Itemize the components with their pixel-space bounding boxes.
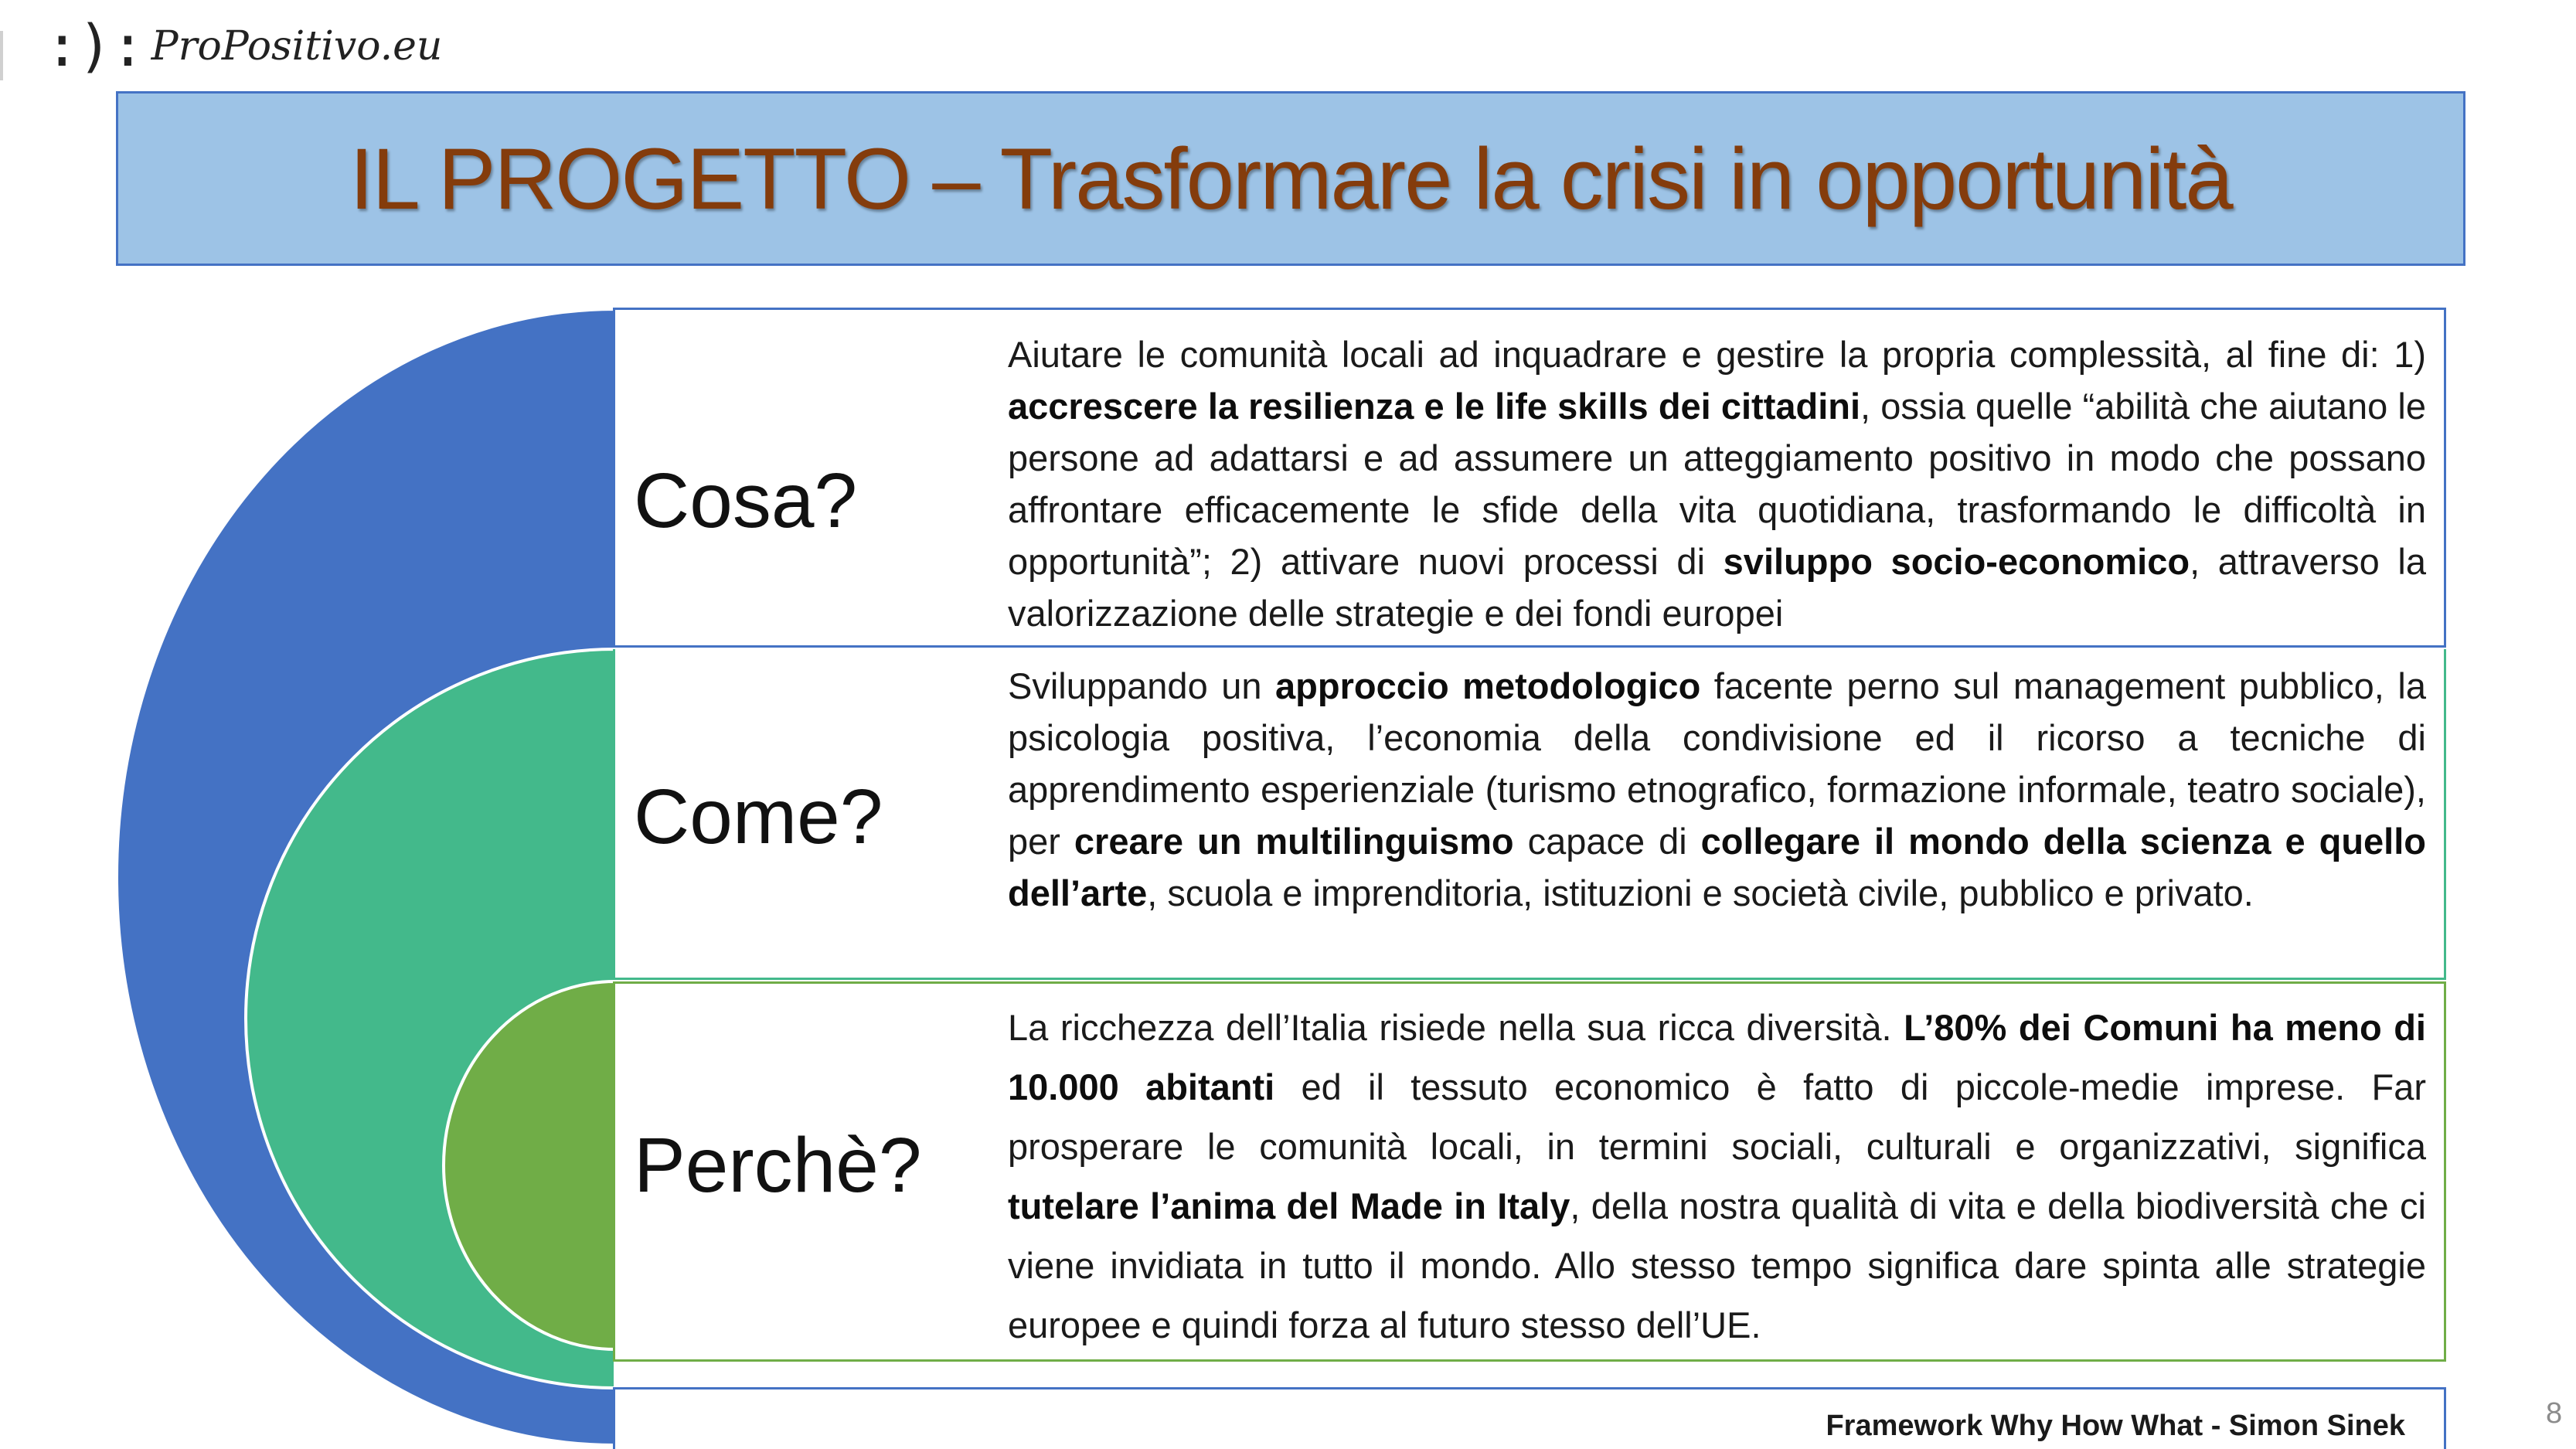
bold-text-fragment: tutelare l’anima del Made in Italy [1008,1185,1570,1226]
bold-text-fragment: collegare il mondo della scienza e quello dell’arte [1008,821,2426,913]
bold-text-fragment: creare un multilinguismo [1074,821,1514,862]
logo [45,8,442,85]
description-what [1008,328,2426,639]
edge-mark [0,31,3,80]
title-banner [116,91,2465,266]
section-why [613,981,2446,1362]
section-what [613,308,2446,648]
logo-text: ProPositivo.eu [151,23,443,70]
text-fragment: Aiutare le comunità locali ad inquadrare e gestire la propria complessità, al fine di: 1) [1008,334,2426,375]
bold-text-fragment: sviluppo socio-economico [1723,541,2190,582]
smiley-logo-icon: :): [45,13,144,80]
text-fragment: capace di [1513,821,1701,862]
page-number: 8 [2546,1397,2563,1430]
inner-arc-why [444,981,615,1349]
bold-text-fragment: approccio metodologico [1275,665,1701,706]
section-how [613,649,2446,980]
description-why [1008,998,2426,1355]
text-fragment: , scuola e imprenditoria, istituzioni e società civile, pubblico e privato. [1147,872,2254,913]
question-what: Cosa? [634,457,858,544]
slide-title: IL PROGETTO – Trasformare la crisi in opportunità [349,130,2232,227]
text-fragment: , attraverso la valorizzazione delle strategie e dei fondi europei [1008,541,2426,634]
bold-text-fragment: accrescere la resilienza e le life skills dei cittadini [1008,386,1861,427]
outer-arc-what [117,309,615,1445]
description-how [1008,660,2426,919]
question-why: Perchè? [634,1122,922,1209]
text-fragment: ed il tessuto economico è fatto di piccole-medie imprese. Far prosperare le comunità locali, in termini sociali, culturali e organizzativi, significa [1008,1066,2426,1167]
middle-arc-how [246,649,615,1388]
footer-panel [613,1387,2446,1449]
text-fragment: La ricchezza dell’Italia risiede nella sua ricca diversità. [1008,1007,1904,1048]
text-fragment: Sviluppando un [1008,665,1276,706]
text-fragment: , ossia quelle “abilità che aiutano le persone ad adattarsi e ad assumere un atteggiamento positivo in modo che possano affrontare efficacemente le sfide della vita quotidiana, trasformando le difficoltà in opportunità”; 2) attivare nuovi processi di [1008,386,2426,582]
question-how: Come? [634,774,883,860]
framework-credit: Framework Why How What - Simon Sinek [1826,1410,2405,1442]
text-fragment: , della nostra qualità di vita e della biodiversità che ci viene invidiata in tutto il mondo. Allo stesso tempo significa dare spinta alle strategie europee e quindi forza al futuro stesso dell’UE. [1008,1185,2426,1345]
text-fragment: facente perno sul management pubblico, la psicologia positiva, l’economia della condivisione ed il ricorso a tecniche di apprendimento esperienziale (turismo etnografico, formazione informale, teatro sociale), per [1008,665,2426,862]
bold-text-fragment: L’80% dei Comuni ha meno di 10.000 abitanti [1008,1007,2426,1107]
